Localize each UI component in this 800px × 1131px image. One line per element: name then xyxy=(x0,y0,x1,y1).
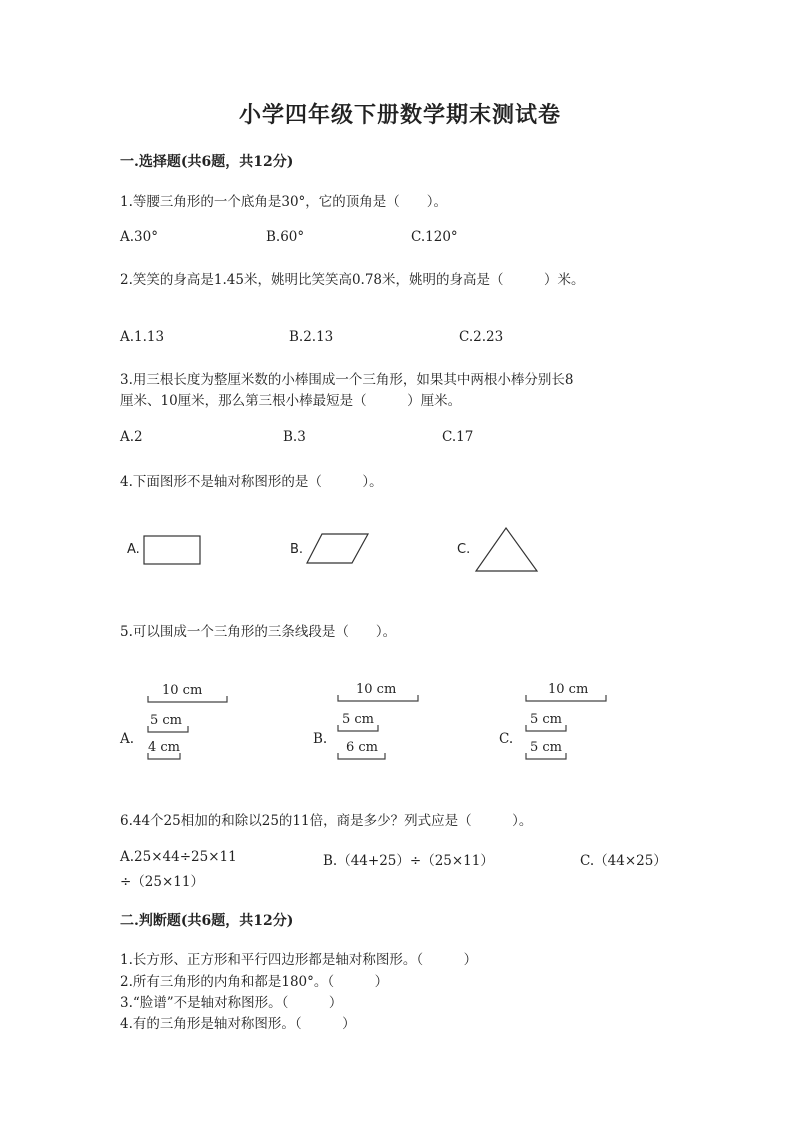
q5-option-a-label: A. xyxy=(120,731,135,747)
page-title: 小学四年级下册数学期末测试卷 xyxy=(238,102,561,128)
question-5: 5.可以围成一个三角形的三条线段是（ ）。 xyxy=(120,624,397,640)
q1-option-b: B.60° xyxy=(266,229,305,245)
q1-option-a: A.30° xyxy=(120,229,158,245)
q5-a-top-length: 10 cm xyxy=(162,683,203,698)
q4-option-c-label: C. xyxy=(457,542,471,557)
question-1: 1.等腰三角形的一个底角是30°，它的顶角是（ ）。 xyxy=(120,194,448,210)
q2-option-b: B.2.13 xyxy=(289,329,334,345)
q2-option-c: C.2.23 xyxy=(459,329,504,345)
q5-b-mid-length: 5 cm xyxy=(342,712,375,727)
q3-option-a: A.2 xyxy=(120,429,143,445)
q5-option-b-segments xyxy=(334,676,434,768)
section-heading-judgement: 二.判断题(共6题，共12分) xyxy=(120,913,294,929)
q5-option-b-label: B. xyxy=(313,731,328,747)
q4-option-a-label: A. xyxy=(127,542,140,557)
q3-option-c: C.17 xyxy=(442,429,474,445)
q5-a-mid-length: 5 cm xyxy=(150,713,183,728)
judgement-item: 3.“脸谱”不是轴对称图形。（ ） xyxy=(120,995,343,1011)
q5-option-c-label: C. xyxy=(499,731,514,747)
q6-option-c-continued: ÷（25×11） xyxy=(120,874,204,890)
q1-option-c: C.120° xyxy=(411,229,458,245)
q6-option-a: A.25×44÷25×11 xyxy=(120,849,237,865)
rectangle-figure xyxy=(143,535,201,565)
q3-option-b: B.3 xyxy=(283,429,306,445)
judgement-item: 4.有的三角形是轴对称图形。（ ） xyxy=(120,1016,356,1032)
q5-c-top-length: 10 cm xyxy=(548,682,589,697)
parallelogram-figure xyxy=(306,533,370,565)
q5-option-c-segments xyxy=(522,676,622,768)
question-3-line-2: 厘米、10厘米，那么第三根小棒最短是（ ）厘米。 xyxy=(120,393,462,409)
q5-option-a-segments xyxy=(140,676,240,768)
q5-a-bot-length: 4 cm xyxy=(148,740,181,755)
question-3-line-1: 3.用三根长度为整厘米数的小棒围成一个三角形，如果其中两根小棒分别长8 xyxy=(120,372,574,388)
question-2: 2.笑笑的身高是1.45米，姚明比笑笑高0.78米，姚明的身高是（ ）米。 xyxy=(120,272,585,288)
q5-b-top-length: 10 cm xyxy=(356,682,397,697)
judgement-item: 2.所有三角形的内角和都是180°。（ ） xyxy=(120,974,389,990)
q6-option-c: C.（44×25） xyxy=(580,853,667,869)
question-4: 4.下面图形不是轴对称图形的是（ ）。 xyxy=(120,474,383,490)
q5-c-mid-length: 5 cm xyxy=(530,712,563,727)
judgement-item: 1.长方形、正方形和平行四边形都是轴对称图形。（ ） xyxy=(120,952,478,968)
triangle-figure xyxy=(475,527,539,573)
q2-option-a: A.1.13 xyxy=(120,329,165,345)
q6-option-b: B.（44+25）÷（25×11） xyxy=(323,853,494,869)
q4-option-b-label: B. xyxy=(290,542,304,557)
section-heading-choice: 一.选择题(共6题，共12分) xyxy=(120,154,294,170)
q5-b-bot-length: 6 cm xyxy=(346,740,379,755)
question-6: 6.44个25相加的和除以25的11倍，商是多少？列式应是（ ）。 xyxy=(120,813,533,829)
q5-c-bot-length: 5 cm xyxy=(530,740,563,755)
